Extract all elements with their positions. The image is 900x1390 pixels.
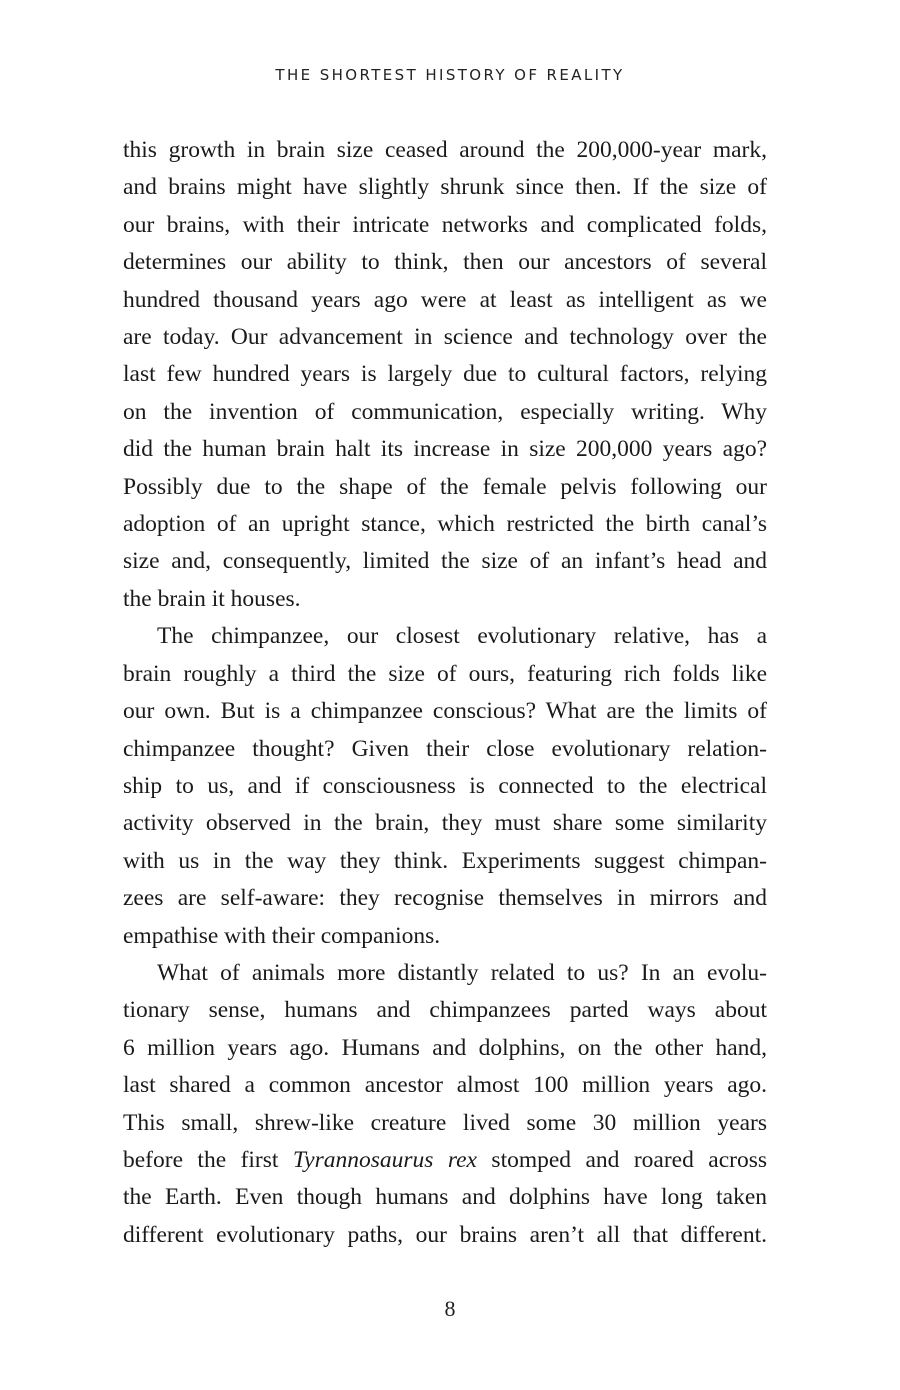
text-line: hundred thousand years ago were at least as intelligent as we (123, 286, 767, 313)
text-line: determines our ability to think, then our ancestors of several (123, 249, 767, 276)
text-line: This small, shrew-like creature lived some 30 million years (123, 1109, 767, 1136)
text-line: ship to us, and if consciousness is connected to the electrical (123, 772, 767, 799)
line-text-after: stomped and roared across (477, 1146, 767, 1173)
text-line: tionary sense, humans and chimpanzees parted ways about (123, 997, 767, 1024)
text-line: activity observed in the brain, they must share some similarity (123, 810, 767, 837)
text-line: the brain it houses. (123, 585, 301, 612)
text-line: on the invention of communication, especially writing. Why (123, 398, 767, 425)
text-line: did the human brain halt its increase in size 200,000 years ago? (123, 436, 767, 463)
text-line: 6 million years ago. Humans and dolphins, on the other hand, (123, 1034, 767, 1061)
text-line: last few hundred years is largely due to cultural factors, relying (123, 361, 767, 388)
body-text (123, 132, 767, 1254)
text-line: this growth in brain size ceased around the 200,000-year mark, (123, 137, 767, 163)
running-head: THE SHORTEST HISTORY OF REALITY (275, 66, 625, 84)
text-line: last shared a common ancestor almost 100 million years ago. (123, 1072, 767, 1099)
italic-species-name: Tyrannosaurus rex (292, 1146, 477, 1173)
text-line: zees are self-aware: they recognise themselves in mirrors and (123, 885, 767, 912)
text-line: brain roughly a third the size of ours, featuring rich folds like (123, 660, 767, 687)
paragraph (123, 132, 767, 618)
text-line: are today. Our advancement in science and technology over the (123, 324, 767, 351)
text-line (123, 1142, 767, 1179)
line-text-before: before the first (123, 1146, 293, 1173)
paragraph (123, 955, 767, 1254)
text-line: our brains, with their intricate networks and complicated folds, (123, 211, 767, 238)
text-line: size and, consequently, limited the size of an infant’s head and (123, 548, 767, 575)
page-number: 8 (444, 1296, 456, 1321)
text-line: Possibly due to the shape of the female pelvis following our (123, 473, 767, 500)
text-line: chimpanzee thought? Given their close evolutionary relation- (123, 735, 767, 762)
text-line: The chimpanzee, our closest evolutionary relative, has a (157, 623, 767, 650)
text-line: our own. But is a chimpanzee conscious? What are the limits of (123, 698, 767, 725)
text-line: adoption of an upright stance, which restricted the birth canal’s (123, 511, 767, 538)
text-line: with us in the way they think. Experiments suggest chimpan- (123, 847, 767, 874)
text-line: different evolutionary paths, our brains aren’t all that different. (123, 1221, 767, 1248)
text-line: What of animals more distantly related to us? In an evolu- (157, 959, 767, 986)
text-line: empathise with their companions. (123, 922, 441, 949)
text-line: the Earth. Even though humans and dolphins have long taken (123, 1184, 767, 1211)
text-line: and brains might have slightly shrunk since then. If the size of (123, 174, 767, 201)
paragraph (123, 618, 767, 955)
